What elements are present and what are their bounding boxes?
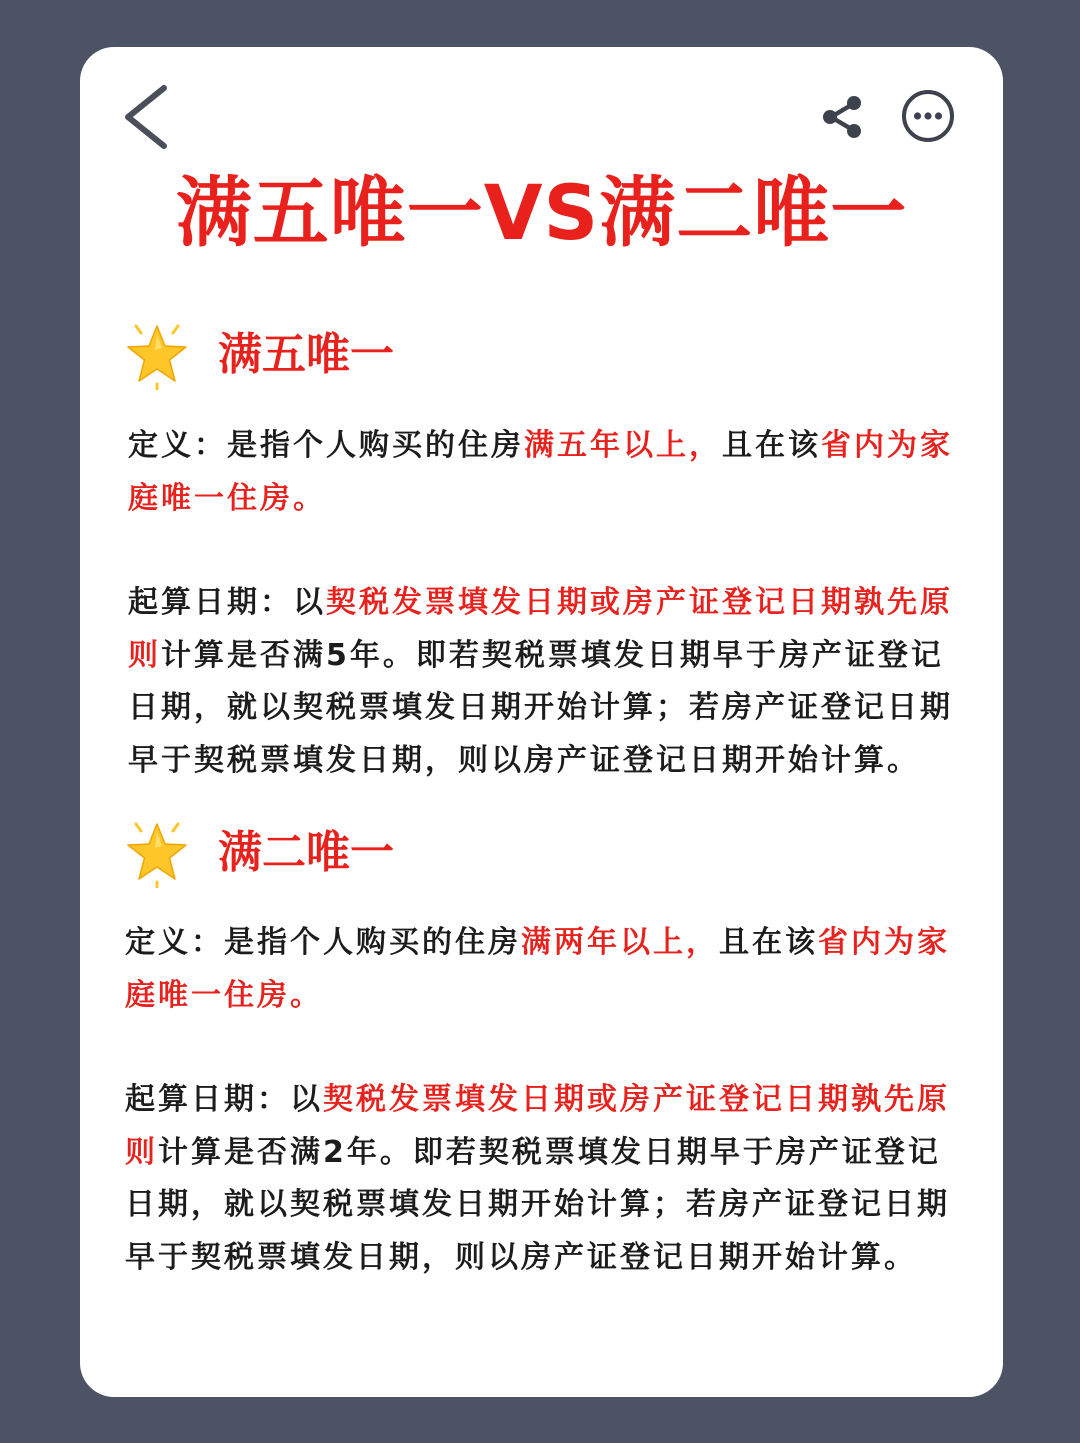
definition-paragraph-1 xyxy=(128,420,964,525)
definition-prefix: 定义：是指个人购买的住房 xyxy=(125,925,521,960)
section-title: 满二唯一 xyxy=(218,827,394,878)
definition-highlight: 满五年以上， xyxy=(524,428,722,463)
more-options-button[interactable] xyxy=(900,88,956,144)
star-emoji-icon xyxy=(122,818,192,888)
definition-middle: 且在该 xyxy=(719,925,818,960)
section-heading-1 xyxy=(122,320,394,390)
definition-prefix: 定义：是指个人购买的住房 xyxy=(128,428,524,463)
start-date-prefix: 起算日期：以 xyxy=(128,585,326,620)
share-button[interactable] xyxy=(818,92,868,142)
definition-highlight: 满两年以上， xyxy=(521,925,719,960)
start-date-highlight: 契税发票填发日期或房产证登记日期孰先原则 xyxy=(128,585,953,673)
start-date-highlight: 契税发票填发日期或房产证登记日期孰先原则 xyxy=(125,1082,950,1170)
start-date-prefix: 起算日期：以 xyxy=(125,1082,323,1117)
definition-paragraph-2 xyxy=(125,917,961,1022)
start-date-body: 计算是否满2年。即若契税票填发日期早于房产证登记日期，就以契税票填发日期开始计算；若房产证登记日期早于契税票填发日期，则以房产证登记日期开始计算。 xyxy=(125,1134,950,1275)
start-date-paragraph-2 xyxy=(125,1074,961,1284)
definition-middle: 且在该 xyxy=(722,428,821,463)
more-dots-icon xyxy=(900,88,956,144)
chevron-left-icon xyxy=(120,82,180,152)
definition-highlight: 省内为家庭唯一住房。 xyxy=(128,428,953,516)
share-icon xyxy=(818,92,868,142)
section-heading-2 xyxy=(122,818,394,888)
start-date-body: 计算是否满5年。即若契税票填发日期早于房产证登记日期，就以契税票填发日期开始计算；若房产证登记日期早于契税票填发日期，则以房产证登记日期开始计算。 xyxy=(128,637,953,778)
star-emoji-icon xyxy=(122,320,192,390)
back-button[interactable] xyxy=(120,82,180,152)
definition-highlight: 省内为家庭唯一住房。 xyxy=(125,925,950,1013)
page-title: 满五唯一VS满二唯一 xyxy=(175,168,908,257)
section-title: 满五唯一 xyxy=(218,329,394,380)
start-date-paragraph-1 xyxy=(128,577,964,787)
